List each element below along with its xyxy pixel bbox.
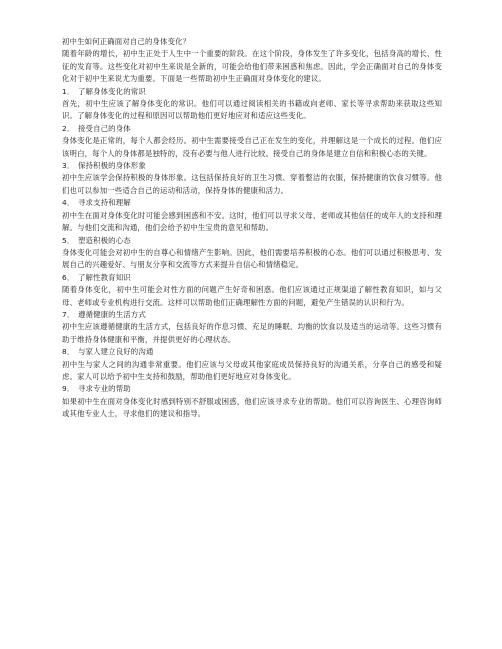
section-heading-5	[62, 235, 442, 247]
section-heading-3	[62, 160, 442, 172]
section-heading-1	[62, 86, 442, 98]
section-heading-2	[62, 123, 442, 135]
section-heading-text: 了解性教育知识	[78, 272, 131, 282]
section-heading-text: 与家人建立良好的沟通	[78, 347, 154, 357]
section-heading-text: 接受自己的身体	[78, 123, 131, 133]
document-title: 初中生如何正确面对自己的身体变化？	[62, 37, 191, 46]
section-heading-text: 保持积极的身体形象	[78, 161, 146, 171]
section-heading-9	[62, 383, 442, 395]
section-body-1: 首先，初中生应该了解身体变化的常识。他们可以通过阅读相关的书籍或向老师、家长等寻求帮助来获取这些知识。了解身体变化的过程和原因可以帮助他们更好地应对和适应这些变化。	[62, 99, 442, 121]
section-heading-6	[62, 272, 442, 284]
section-body-7: 初中生应该遵循健康的生活方式，包括良好的作息习惯、充足的睡眠、均衡的饮食以及适当的运动等。这些习惯有助于维持身体健康和平衡，并提供更好的心理状态。	[62, 322, 442, 344]
section-number: 7．	[62, 309, 75, 319]
section-heading-7	[62, 309, 442, 321]
section-number: 6．	[62, 272, 75, 282]
document	[62, 36, 442, 421]
section-body-2: 身体变化是正常的，每个人都会经历。初中生需要接受自己正在发生的变化，并理解这是一个成长的过程。他们应该明白，每个人的身体都是独特的，没有必要与他人进行比较。接受自己的身体是建立自信和积极心态的关键。	[62, 136, 442, 158]
section-body-4: 初中生在面对身体变化时可能会感到困惑和不安。这时，他们可以寻求父母、老师或其他信任的成年人的支持和理解。与他们交流和沟通，他们会给予初中生宝贵的意见和帮助。	[62, 210, 442, 233]
section-body-6: 随着身体变化，初中生可能会对性方面的问题产生好奇和困惑。他们应该通过正规渠道了解性教育知识，如与父母、老师或专业机构进行交流。这样可以帮助他们正确理解性方面的问题，避免产生错误的认识和行为。	[62, 285, 442, 307]
section-body-3: 初中生应该学会保持积极的身体形象。这包括保持良好的卫生习惯、穿着整洁的衣服，保持健康的饮食习惯等。他们也可以参加一些适合自己的运动和活动，保持身体的健康和活力。	[62, 173, 442, 195]
section-number: 4．	[62, 198, 75, 208]
section-heading-text: 了解身体变化的常识	[78, 86, 146, 96]
section-number: 2．	[62, 123, 75, 133]
section-heading-text: 塑造积极的心态	[78, 235, 131, 245]
section-number: 3．	[62, 161, 75, 171]
section-body-5: 身体变化可能会对初中生的自尊心和情绪产生影响。因此，他们需要培养积极的心态。他们可以通过积极思考、发展自己的兴趣爱好、与朋友分享和交流等方式来提升自信心和情绪稳定。	[62, 247, 442, 270]
section-body-8: 初中生与家人之间的沟通非常重要。他们应该与父母或其他家庭成员保持良好的沟通关系，分享自己的感受和疑虑。家人可以给予初中生支持和鼓励，帮助他们更好地应对身体变化。	[62, 359, 442, 381]
section-heading-text: 寻求专业的帮助	[78, 384, 131, 394]
section-body-9: 如果初中生在面对身体变化时感到特别不舒服或困惑，他们应该寻求专业的帮助。他们可以咨询医生、心理咨询师或其他专业人士，寻求他们的建议和指导。	[62, 396, 442, 419]
section-number: 1．	[62, 86, 75, 96]
intro-paragraph: 随着年龄的增长，初中生正处于人生中一个重要的阶段。在这个阶段，身体发生了许多变化，包括身高的增长、性征的发育等。这些变化对初中生来说是全新的，可能会给他们带来困惑和焦虑。因此，学会正确面对自己的身体变化对于初中生来说尤为重要。下面是一些帮助初中生正确面对身体变化的建议。	[62, 49, 442, 84]
section-heading-text: 遵循健康的生活方式	[78, 309, 146, 319]
section-number: 9．	[62, 384, 75, 394]
section-number: 5．	[62, 235, 75, 245]
section-heading-text: 寻求支持和理解	[78, 198, 131, 208]
section-heading-4	[62, 197, 442, 209]
section-number: 8．	[62, 347, 75, 357]
section-heading-8	[62, 346, 442, 358]
